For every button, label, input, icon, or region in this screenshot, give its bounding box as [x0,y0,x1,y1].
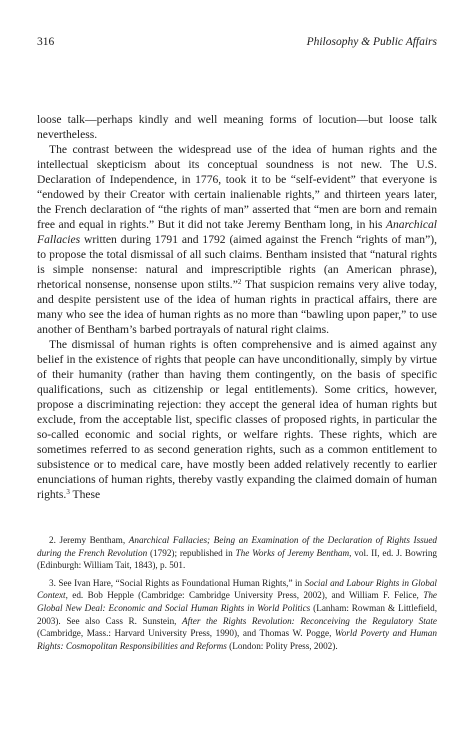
text-run: loose talk—perhaps kindly and well meaning forms of locution—but loose talk nevertheless. [37,113,437,141]
text-run: (1792); republished in [147,547,236,558]
italic-text: After the Rights Revolution: Reconceiving the Regulatory State [182,615,437,626]
text-run: The dismissal of human rights is often comprehensive and is aimed against any belief in the existence of rights that people can have unconditionally, simply by virtue of their humanity (rather than having them contingently, on the basis of specific qualifications, such as citizenship or legal entitlements). Some critics, however, propose a discriminating rejection: they accept the general idea of human rights but exclude, from the acceptable list, specific classes of proposed rights, in particular the so-called economic and social rights, or welfare rights. These rights, which are sometimes referred to as second generation rights, such as a common entitlement to subsistence or to medical care, have mostly been added relatively recently to earlier enunciations of human rights, thereby vastly expanding the claimed domain of human rights. [37,338,437,501]
text-run: The contrast between the widespread use of the idea of human rights and the intellectual skepticism about its conceptual soundness is not new. The U.S. Declaration of Independence, in 1776, took it to be “self-evident” that everyone is “endowed by their Creator with certain inalienable rights,” and thirteen years later, the French declaration of “the rights of man” asserted that “men are born and remain free and equal in rights.” But it did not take Jeremy Bentham long, in his [37,143,437,231]
italic-text: World Poverty and Human Rights: Cosmopolitan Responsibilities and Reforms [37,628,437,651]
paragraph [37,337,437,502]
page-number: 316 [37,36,55,48]
text-run: These [69,488,101,501]
text-run: 2. Jeremy Bentham, [49,535,129,545]
paragraph [37,112,437,142]
text-run: That suspicion remains very alive today, and despite persistent use of the idea of human rights in practical affairs, there are many who see the idea of human rights as no more than “bawling upon paper,” to use another of Bentham’s barbed portrayals of natural right claims. [37,278,437,336]
text-run: (Lanham: Rowman & Littlefield, 2003). See also Cass R. Sunstein, [37,602,437,626]
body-text [37,112,437,502]
italic-text: Anarchical Fallacies [37,218,437,246]
running-title: Philosophy & Public Affairs [306,36,437,48]
text-run: 3. See Ivan Hare, “Social Rights as Foundational Human Rights,” in [49,577,305,588]
text-run: , ed. Bob Hepple (Cambridge: Cambridge University Press, 2002), and William F. Felice, [65,590,424,601]
text-run: written during 1791 and 1792 (aimed against the French “rights of man”), to propose the total dismissal of all such claims. Bentham insisted that “natural rights is simple nonsense: natural and imprescriptible rights (an American phrase), rhetorical nonsense, nonsense upon stilts.” [37,233,437,291]
text-run: (London: Polity Press, 2002). [226,640,338,651]
italic-text: Anarchical Fallacies; Being an Examination of the Declaration of Rights Issued during the French Revolution [37,535,438,558]
italic-text: The Works of Jeremy Bentham [235,547,350,558]
footnote [37,534,437,572]
italic-text: The Global New Deal: Economic and Social Human Rights in World Politics [37,590,437,613]
text-run: , vol. II, ed. J. Bowring (Edinburgh: William Tait, 1843), p. 501. [37,547,438,571]
paragraph [37,142,437,337]
page-header [37,36,437,52]
italic-text: Social and Labour Rights in Global Context [37,577,437,601]
text-run: (Cambridge, Mass.: Harvard University Press, 1990), and Thomas W. Pogge, [37,628,335,639]
footnote-ref: 3 [66,488,70,496]
footnotes [37,534,437,657]
footnote [37,577,437,653]
footnote-ref: 2 [237,278,242,286]
